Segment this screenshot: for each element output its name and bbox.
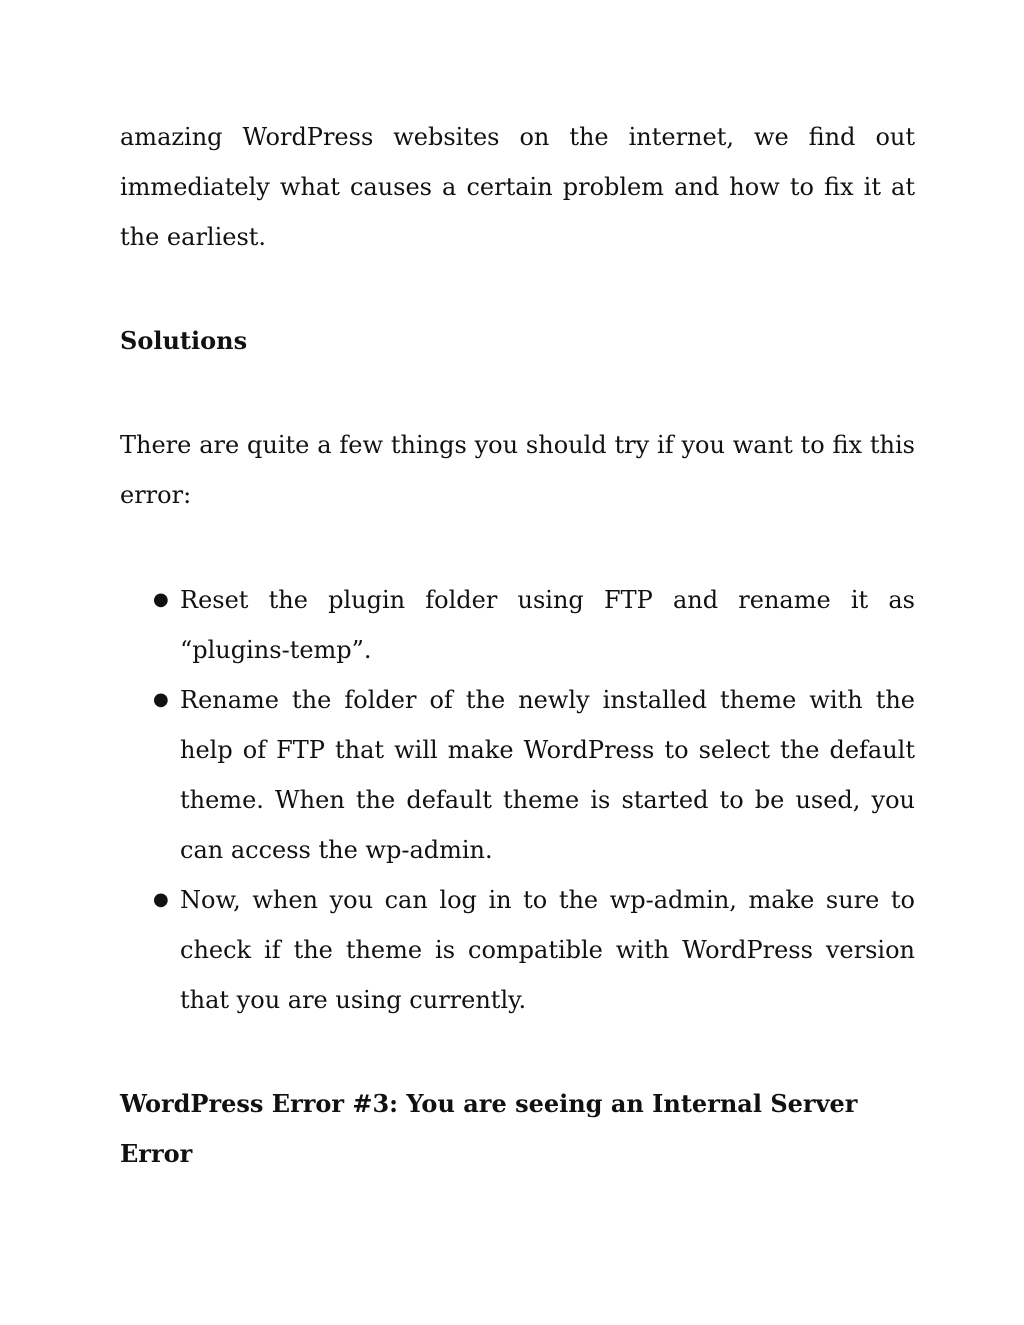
list-item (153, 875, 915, 1025)
bullet-icon: ● (153, 889, 169, 910)
bullet-icon: ● (153, 689, 169, 710)
list-item (153, 675, 915, 875)
bullet-icon: ● (153, 589, 169, 610)
list-item (153, 575, 915, 675)
intro-paragraph: amazing WordPress websites on the internet, we find out immediately what causes a certain problem and how to fix it at the earliest. (120, 123, 915, 251)
spacer (120, 262, 915, 316)
list-item-text: Rename the folder of the newly installed theme with the help of FTP that will make WordPress to select the default theme. When the default theme is started to be used, you can access the wp-admin. (180, 686, 915, 864)
spacer (120, 520, 915, 575)
spacer (120, 1025, 915, 1079)
solutions-paragraph: There are quite a few things you should try if you want to fix this error: (120, 431, 915, 509)
list-item-text: Reset the plugin folder using FTP and rename it as “plugins-temp”. (180, 586, 915, 664)
list-item-text: Now, when you can log in to the wp-admin, make sure to check if the theme is compatible with WordPress version that you are using currently. (180, 886, 915, 1014)
spacer (120, 366, 915, 420)
solutions-heading: Solutions (120, 326, 248, 355)
error3-heading: WordPress Error #3: You are seeing an Internal Server Error (120, 1089, 858, 1168)
document-page (120, 112, 915, 1179)
solutions-list (120, 575, 915, 1025)
